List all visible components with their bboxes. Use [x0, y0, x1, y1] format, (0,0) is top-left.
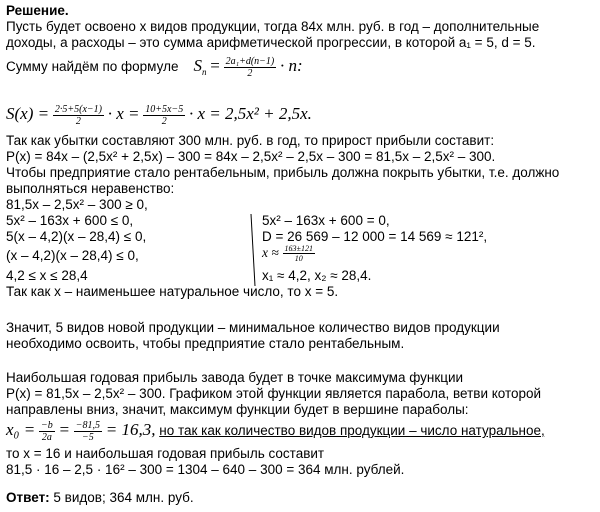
- discriminant-line: D = 26 569 – 12 000 = 14 569 ≈ 121²,: [262, 229, 488, 244]
- text-line: Так как х – наименьшее натуральное число, то х = 5.: [6, 284, 339, 299]
- sum-symbol: S: [193, 56, 202, 76]
- text-line: Наибольшая годовая прибыль завода будет в точке максимума функции: [6, 370, 464, 385]
- inequality-line: 4,2 ≤ x ≤ 28,4: [6, 268, 88, 283]
- vertex-formula-line: x₀ = $\frac{-b}{2a}$ = $\frac{-81,5}{-5}$ = 16,3, но так как количество видов продукции – число натуральное,: [6, 420, 545, 443]
- text-line: Чтобы предприятие стало рентабельным, прибыль должна покрыть убытки, т.е. должно: [6, 165, 560, 180]
- calculation-line: 81,5 · 16 – 2,5 · 16² – 300 = 1304 – 640 – 300 = 364 млн. рублей.: [6, 462, 405, 477]
- inequality-line: 81,5x – 2,5x² – 300 ≥ 0,: [6, 197, 148, 212]
- text-line: доходы, а расходы – это сумма арифметической прогрессии, в которой a₁ = 5, d = 5.: [6, 35, 536, 50]
- formula-line: Сумму найдём по формуле $S_n$ = $\frac{\text{2a₁+d(n−1)}}{2}$ · n:: [6, 56, 303, 79]
- answer-line: [6, 490, 194, 506]
- fraction-numerator: −81,5: [75, 420, 100, 431]
- sum-subscript: n: [201, 66, 207, 77]
- fraction-denominator: 2a: [41, 432, 52, 443]
- sum-fraction: [224, 56, 277, 79]
- vertex-fraction-1: [39, 420, 55, 443]
- solution-heading: Решение.: [6, 3, 69, 18]
- answer-text: 5 видов; 364 млн. руб.: [49, 490, 194, 505]
- roots-values-line: x₁ ≈ 4,2, x₂ ≈ 28,4.: [262, 268, 372, 283]
- sx-mid: · x =: [107, 104, 140, 124]
- sx-tail: · x = 2,5x² + 2,5x.: [188, 104, 312, 124]
- formula-tail: · n:: [280, 56, 303, 76]
- roots-formula-line: [262, 244, 315, 263]
- sum-expression-line: [6, 104, 312, 127]
- vertex-lhs: x₀ =: [6, 420, 36, 440]
- roots-fraction: [283, 244, 315, 263]
- text-line: то x = 16 и наибольшая годовая прибыль составит: [6, 446, 325, 461]
- fraction-numerator: −b: [40, 420, 53, 431]
- fraction-denominator: −5: [81, 432, 94, 443]
- vertex-value: = 16,3,: [105, 420, 156, 440]
- vertex-fraction-2: [74, 420, 102, 443]
- sx-fraction-2: [143, 104, 185, 127]
- text-line: Пусть будет освоено х видов продукции, тогда 84х млн. руб. в год – дополнительные: [6, 19, 540, 34]
- text-line: Значит, 5 видов новой продукции – минимальное количество видов продукции: [6, 320, 500, 335]
- roots-prefix: x ≈: [262, 245, 279, 261]
- vertex-remark: но так как количество видов продукции – число натуральное,: [159, 423, 545, 439]
- divider-bracket-icon: [249, 214, 257, 286]
- sx-fraction-1: [53, 104, 104, 127]
- inequality-line: 5(x – 4,2)(x – 28,4) ≤ 0,: [6, 229, 147, 244]
- fraction-numerator: 2·5+5(x−1): [54, 104, 102, 115]
- text-line: P(x) = 84x – (2,5x² + 2,5x) – 300 = 84x – 2,5x² – 2,5x – 300 = 81,5x – 2,5x² – 300.: [6, 149, 496, 164]
- fraction-denominator: 2: [161, 116, 167, 127]
- equation-line: 5x² – 163x + 600 = 0,: [262, 213, 390, 228]
- inequality-line: 5x² – 163x + 600 ≤ 0,: [6, 213, 134, 228]
- text-line: Так как убытки составляют 300 млн. руб. в год, то прирост прибыли составит:: [6, 133, 495, 148]
- inequality-line: (x – 4,2)(x – 28,4) ≤ 0,: [6, 248, 139, 263]
- fraction-denominator: 2: [247, 68, 253, 79]
- fraction-denominator: 2: [75, 116, 81, 127]
- fraction-denominator: 10: [294, 254, 303, 263]
- fraction-numerator: 2a₁+d(n−1): [225, 56, 275, 67]
- sx-lhs: S(x) =: [6, 104, 50, 124]
- text-line: необходимо освоить, чтобы предприятие стало рентабельным.: [6, 336, 405, 351]
- text-line: выполняться неравенство:: [6, 181, 175, 196]
- formula-intro: Сумму найдём по формуле: [6, 59, 179, 75]
- fraction-numerator: 163±121: [284, 244, 313, 253]
- answer-label: Ответ:: [6, 490, 50, 505]
- text-line: P(x) = 81,5x – 2,5x² – 300. Графиком этой функции является парабола, ветви которой: [6, 386, 542, 401]
- text-line: направлены вниз, значит, максимум функции будет в вершине параболы:: [6, 402, 469, 417]
- fraction-numerator: 10+5x−5: [145, 104, 184, 115]
